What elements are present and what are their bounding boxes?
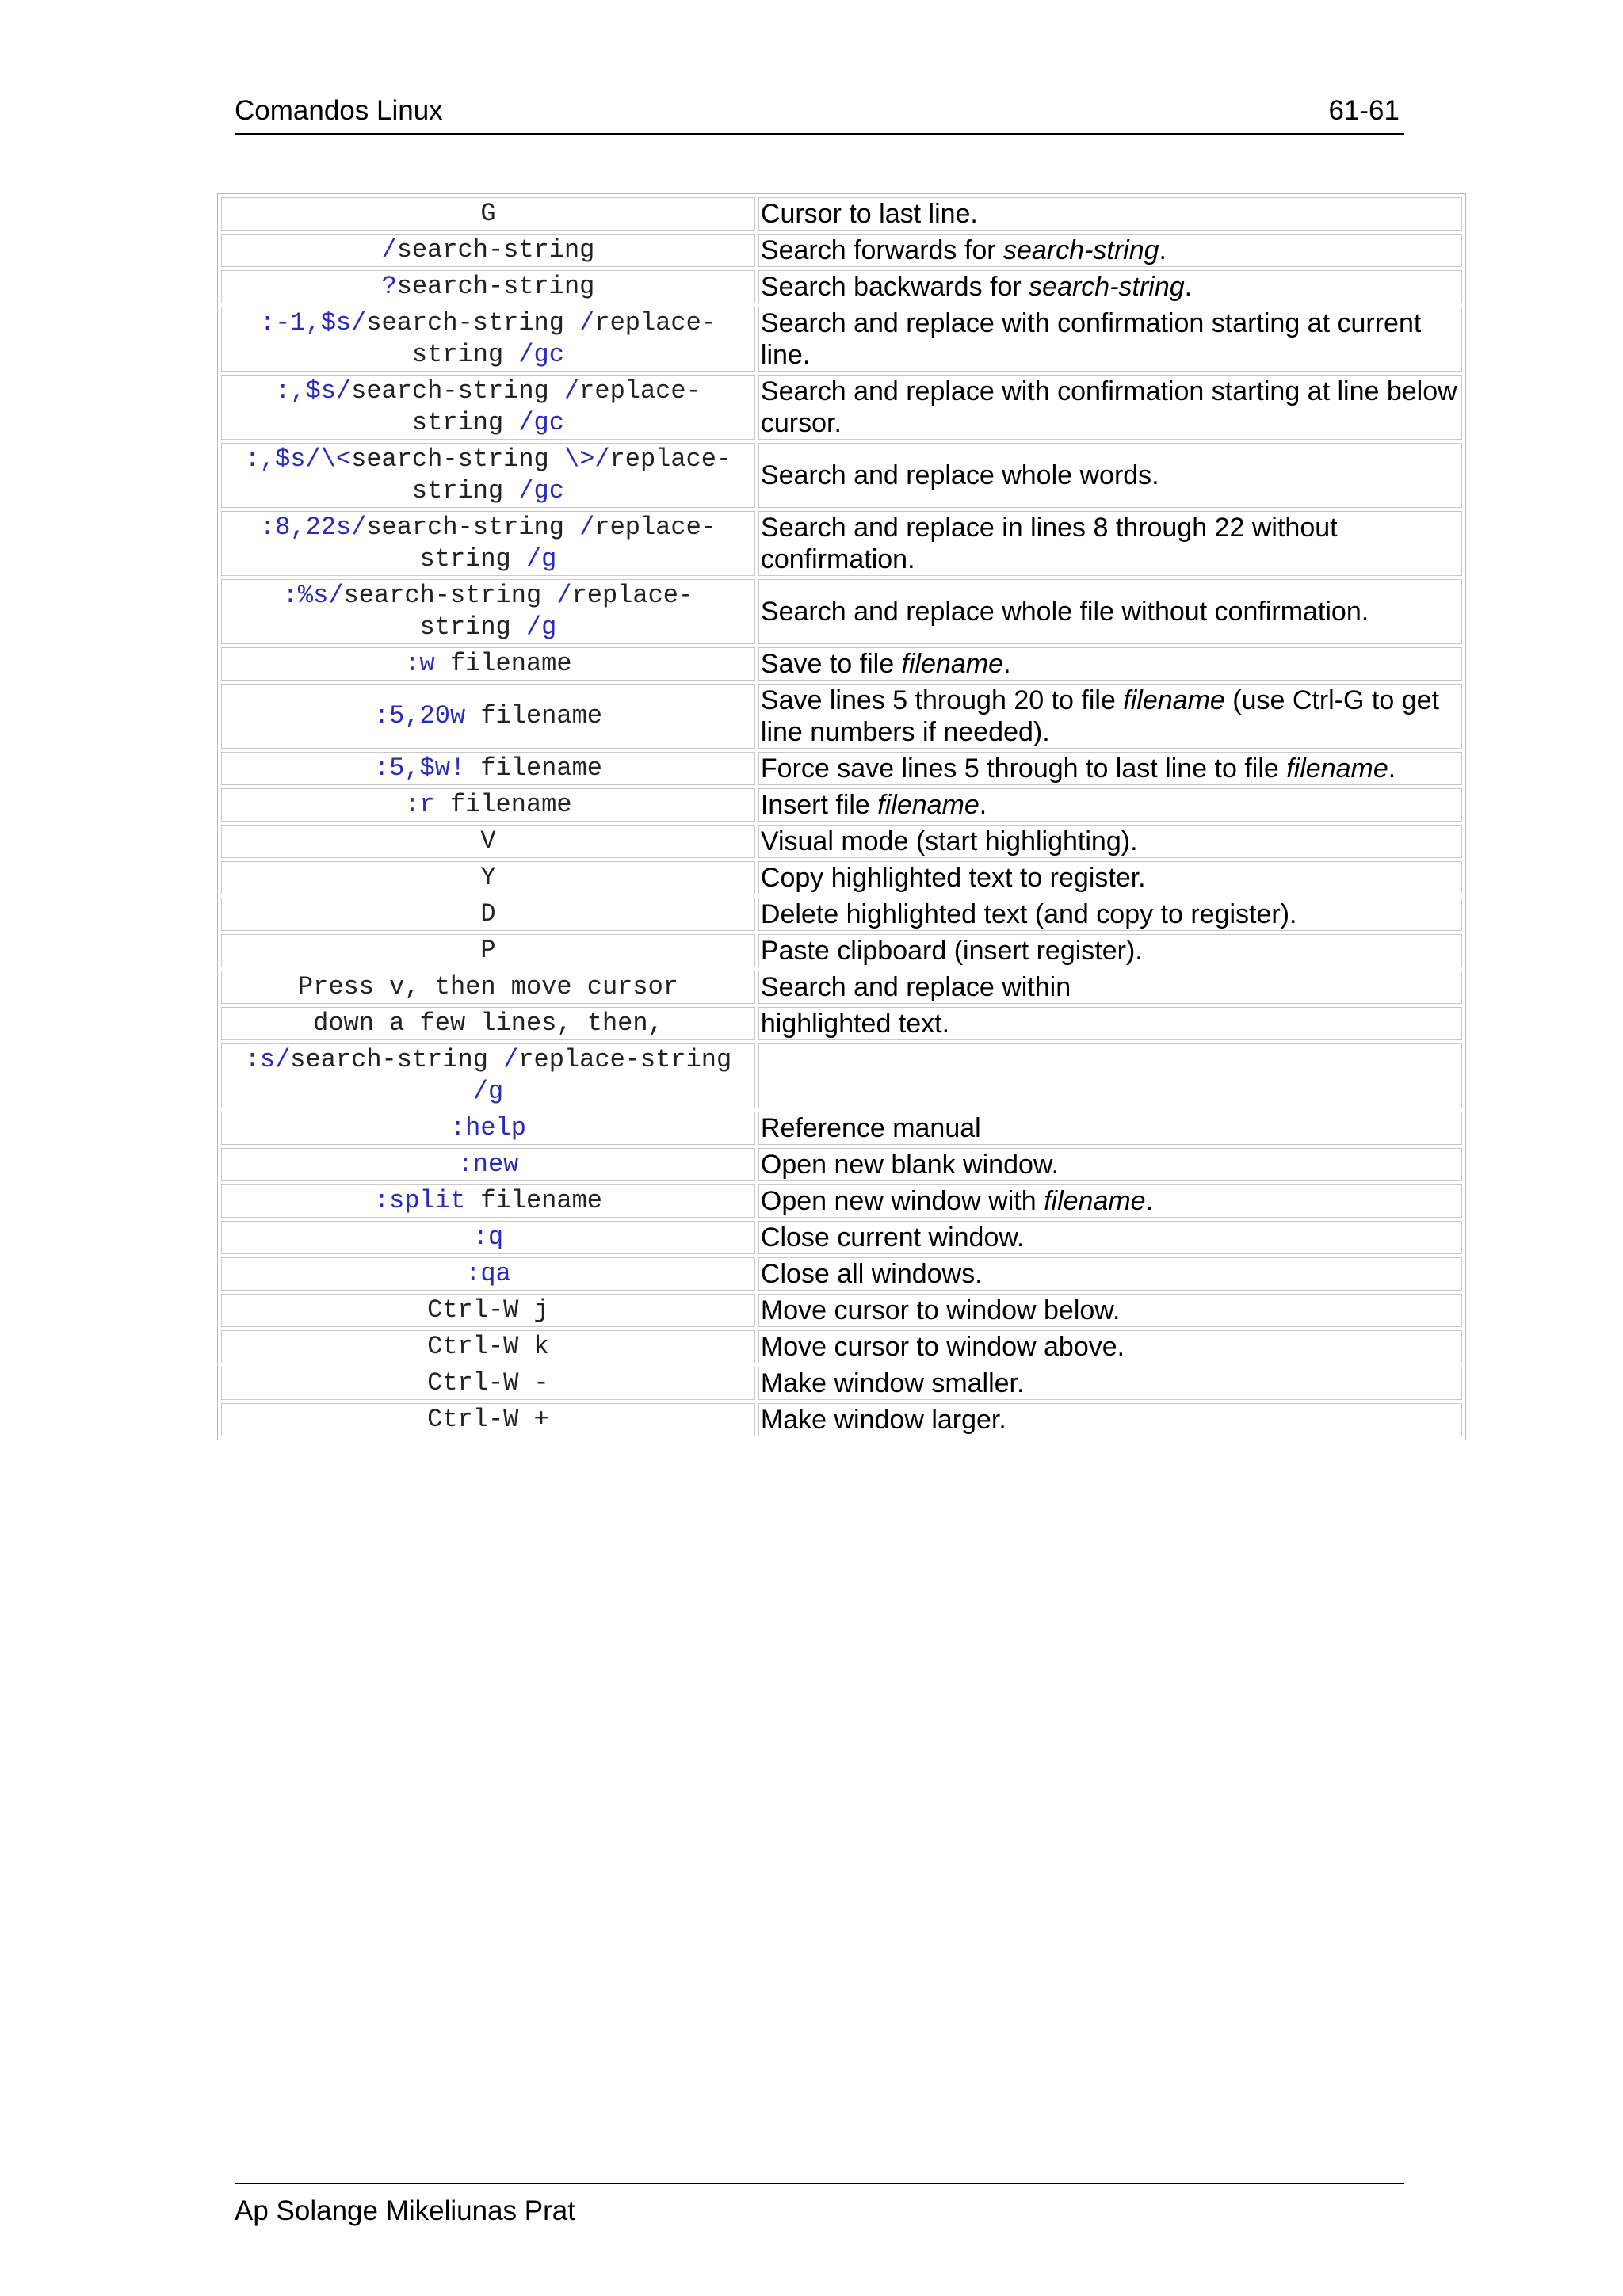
command-text: G	[480, 199, 496, 228]
command-text: Y	[480, 863, 496, 892]
command-text: string	[411, 340, 519, 369]
table-row	[221, 270, 1462, 303]
command-cell	[221, 234, 755, 267]
command-text: search-string	[366, 513, 580, 542]
command-text: Ctrl-W k	[427, 1332, 549, 1361]
description-cell	[758, 861, 1462, 894]
description-cell	[758, 825, 1462, 858]
table-row	[221, 898, 1462, 931]
command-text: search-string	[351, 376, 564, 406]
description-text: .	[1159, 235, 1167, 265]
description-emphasis: filename	[877, 790, 980, 820]
description-text: Save lines 5 through 20 to file	[760, 685, 1124, 715]
command-syntax: :qa	[465, 1259, 511, 1288]
description-cell	[758, 1221, 1462, 1254]
description-emphasis: filename	[1123, 685, 1225, 715]
command-cell	[221, 1367, 755, 1400]
command-text: search-string	[343, 581, 557, 610]
description-text: Move cursor to window below.	[760, 1295, 1121, 1325]
table-row	[221, 1043, 1462, 1108]
description-cell	[758, 1330, 1462, 1363]
table-row	[221, 647, 1462, 681]
description-text: Open new window with	[760, 1186, 1044, 1216]
command-text: string	[419, 612, 526, 642]
command-syntax: /	[381, 235, 397, 265]
description-text: Paste clipboard (insert register).	[760, 936, 1143, 966]
command-syntax: :,$s/\<	[244, 444, 352, 474]
table-row	[221, 934, 1462, 967]
description-text: Move cursor to window above.	[760, 1332, 1125, 1362]
table-row	[221, 1367, 1462, 1400]
command-text: replace-	[594, 308, 716, 338]
command-cell	[221, 971, 755, 1004]
description-text: Make window smaller.	[760, 1368, 1025, 1398]
description-cell	[758, 788, 1462, 822]
table-row	[221, 1007, 1462, 1040]
description-text: Close all windows.	[760, 1259, 983, 1289]
command-text: replace-	[571, 581, 694, 610]
description-text: (use Ctrl-G to get line numbers if needed).	[760, 685, 1440, 747]
command-syntax: /	[556, 581, 572, 610]
command-text: Ctrl-W j	[427, 1295, 549, 1325]
command-syntax: /gc	[518, 476, 564, 505]
command-text: Press v, then move cursor	[297, 972, 678, 1001]
description-text: Cursor to last line.	[760, 199, 978, 229]
command-cell	[221, 934, 755, 967]
table-row	[221, 1330, 1462, 1363]
command-cell	[221, 788, 755, 822]
command-cell	[221, 647, 755, 681]
description-cell	[758, 898, 1462, 931]
description-text: .	[1388, 753, 1396, 784]
command-text: search-string	[396, 272, 595, 301]
command-text: filename	[434, 649, 572, 678]
description-text: Search and replace whole file without confirmation.	[760, 597, 1369, 627]
command-syntax: :-1,$s/	[259, 308, 367, 338]
description-cell	[758, 1403, 1462, 1436]
table-row	[221, 443, 1462, 508]
table-row	[221, 234, 1462, 267]
command-syntax: /gc	[518, 340, 564, 369]
table-row	[221, 1294, 1462, 1327]
description-text: Open new blank window.	[760, 1150, 1060, 1180]
footer-author: Ap Solange Mikeliunas Prat	[235, 2195, 575, 2226]
description-text: Search and replace with confirmation starting at line below cursor.	[760, 376, 1457, 438]
description-cell	[758, 1043, 1462, 1108]
table-row	[221, 752, 1462, 785]
description-cell	[758, 1184, 1462, 1218]
command-text: search-string	[396, 235, 595, 265]
command-cell	[221, 1403, 755, 1436]
description-text: Reference manual	[760, 1113, 981, 1143]
command-cell	[221, 1294, 755, 1327]
description-cell	[758, 934, 1462, 967]
command-cell	[221, 861, 755, 894]
description-cell	[758, 1294, 1462, 1327]
command-syntax: :q	[472, 1222, 504, 1252]
description-text: Search and replace with confirmation starting at current line.	[760, 308, 1422, 370]
command-cell	[221, 1043, 755, 1108]
table-row	[221, 1403, 1462, 1436]
description-text: Delete highlighted text (and copy to register).	[760, 899, 1297, 929]
page-header	[235, 93, 1404, 135]
command-syntax: /	[579, 308, 595, 338]
description-cell	[758, 197, 1462, 231]
command-text: P	[480, 936, 496, 965]
table-row	[221, 788, 1462, 822]
description-text: Visual mode (start highlighting).	[760, 826, 1138, 856]
description-text: Search backwards for	[760, 272, 1029, 302]
description-text: Search and replace in lines 8 through 22 without confirmation.	[760, 513, 1338, 574]
command-cell	[221, 825, 755, 858]
table-row	[221, 197, 1462, 231]
table-row	[221, 861, 1462, 894]
description-cell	[758, 375, 1462, 440]
command-text: string	[411, 408, 519, 437]
table-row	[221, 1148, 1462, 1181]
command-cell	[221, 197, 755, 231]
description-cell	[758, 1148, 1462, 1181]
command-syntax: :5,$w!	[373, 753, 466, 783]
command-syntax: /gc	[518, 408, 564, 437]
command-text: replace-	[579, 376, 701, 406]
command-text: D	[480, 899, 496, 929]
command-text: Ctrl-W -	[427, 1368, 549, 1398]
description-text: highlighted text.	[760, 1009, 950, 1039]
page-number: 61-61	[1328, 95, 1400, 126]
description-text: .	[979, 790, 987, 820]
description-cell	[758, 443, 1462, 508]
command-text: filename	[465, 701, 602, 730]
description-cell	[758, 579, 1462, 644]
command-syntax: \>/	[563, 444, 610, 474]
description-text: Insert file	[760, 790, 878, 820]
description-cell	[758, 511, 1462, 576]
command-syntax: :,$s/	[275, 376, 352, 406]
description-cell	[758, 971, 1462, 1004]
command-syntax: /	[503, 1045, 519, 1074]
command-text: search-string	[366, 308, 580, 338]
command-cell	[221, 1112, 755, 1145]
command-syntax: :help	[449, 1113, 526, 1142]
command-text: replace-string	[518, 1045, 732, 1074]
command-cell	[221, 1148, 755, 1181]
description-cell	[758, 1367, 1462, 1400]
description-text: Force save lines 5 through to last line to file	[760, 753, 1287, 784]
command-text: filename	[465, 1186, 602, 1215]
command-text: filename	[434, 790, 572, 819]
description-emphasis: filename	[1044, 1186, 1146, 1216]
description-cell	[758, 752, 1462, 785]
command-cell	[221, 307, 755, 372]
table-row	[221, 579, 1462, 644]
page-footer	[235, 2183, 1404, 2226]
description-text: Make window larger.	[760, 1405, 1006, 1435]
command-text: string	[411, 476, 519, 505]
command-syntax: /	[579, 513, 595, 542]
command-text: replace-	[594, 513, 716, 542]
command-syntax: :new	[457, 1150, 519, 1179]
command-text: filename	[465, 753, 602, 783]
command-text: replace-	[609, 444, 732, 474]
command-cell	[221, 511, 755, 576]
command-cell	[221, 1221, 755, 1254]
command-syntax: :r	[404, 790, 435, 819]
table-row	[221, 684, 1462, 749]
command-cell	[221, 1330, 755, 1363]
command-syntax: :split	[373, 1186, 466, 1215]
description-cell	[758, 1257, 1462, 1291]
command-text: Ctrl-W +	[427, 1405, 549, 1434]
command-text: V	[480, 826, 496, 856]
document-title: Comandos Linux	[235, 95, 443, 126]
command-syntax: :5,20w	[373, 701, 466, 730]
command-text: string	[419, 544, 526, 574]
description-text: Search forwards for	[760, 235, 1004, 265]
command-syntax: :8,22s/	[259, 513, 367, 542]
command-syntax: :%s/	[282, 581, 344, 610]
command-text: search-string	[351, 444, 564, 474]
description-cell	[758, 1112, 1462, 1145]
command-syntax: :s/	[244, 1045, 291, 1074]
command-cell	[221, 270, 755, 303]
table-row	[221, 971, 1462, 1004]
command-cell	[221, 1007, 755, 1040]
command-cell	[221, 579, 755, 644]
table-row	[221, 375, 1462, 440]
command-syntax: :w	[404, 649, 435, 678]
table-row	[221, 1112, 1462, 1145]
description-text: .	[1145, 1186, 1154, 1216]
description-cell	[758, 647, 1462, 681]
table-row	[221, 1257, 1462, 1291]
command-cell	[221, 1184, 755, 1218]
description-cell	[758, 1007, 1462, 1040]
description-emphasis: search-string	[1003, 235, 1159, 265]
table-row	[221, 511, 1462, 576]
description-text: .	[1184, 272, 1193, 302]
description-text: Save to file	[760, 649, 902, 679]
description-text: Search and replace whole words.	[760, 460, 1159, 490]
table-row	[221, 1221, 1462, 1254]
vim-commands-table	[217, 193, 1466, 1440]
description-emphasis: filename	[1286, 753, 1388, 784]
command-cell	[221, 1257, 755, 1291]
command-syntax: /g	[472, 1077, 504, 1106]
description-cell	[758, 270, 1462, 303]
command-cell	[221, 443, 755, 508]
command-syntax: /g	[525, 612, 557, 642]
description-emphasis: filename	[901, 649, 1004, 679]
table-row	[221, 825, 1462, 858]
command-syntax: /g	[525, 544, 557, 574]
command-syntax: ?	[381, 272, 397, 301]
description-text: .	[1003, 649, 1011, 679]
command-text: down a few lines, then,	[313, 1009, 663, 1038]
description-text: Search and replace within	[760, 972, 1071, 1002]
command-cell	[221, 375, 755, 440]
description-cell	[758, 684, 1462, 749]
description-emphasis: search-string	[1029, 272, 1185, 302]
table-row	[221, 1184, 1462, 1218]
description-cell	[758, 234, 1462, 267]
command-syntax: /	[563, 376, 580, 406]
description-cell	[758, 307, 1462, 372]
description-text: Copy highlighted text to register.	[760, 863, 1146, 893]
command-cell	[221, 684, 755, 749]
description-text: Close current window.	[760, 1222, 1025, 1253]
table-row	[221, 307, 1462, 372]
command-cell	[221, 898, 755, 931]
command-cell	[221, 752, 755, 785]
table-body	[221, 197, 1462, 1436]
command-text: search-string	[290, 1045, 504, 1074]
